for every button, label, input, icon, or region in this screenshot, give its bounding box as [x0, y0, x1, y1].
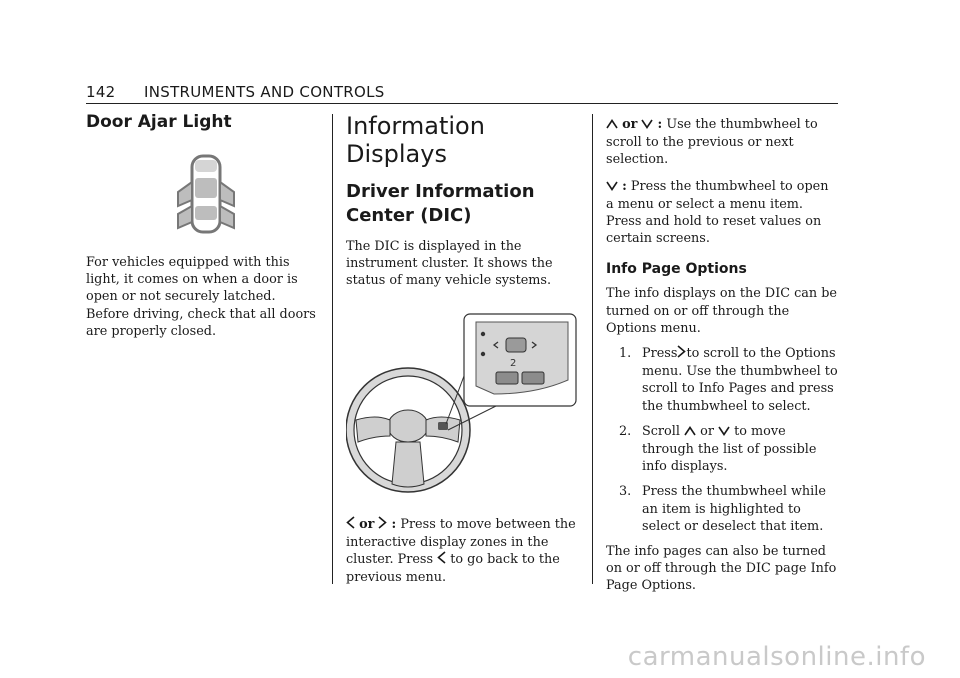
chevron-up-icon: [684, 424, 696, 441]
list-item: 2. Scroll or to move through the list of possible info displays.: [619, 423, 817, 475]
chevron-right-icon: [378, 516, 387, 534]
list-item: 3. Press the thumbwheel while an item is highlighted to select or deselect that item.: [619, 484, 826, 534]
page-header: [86, 83, 838, 105]
column-3: [606, 116, 840, 595]
column-2: [346, 112, 580, 586]
steering-wheel-controls-illustration: [346, 310, 580, 506]
section-heading: Information Displays: [346, 112, 485, 168]
info-pages-closing-paragraph: The info pages can also be turned on or off through the DIC page Info Page Options.: [606, 544, 837, 594]
page-number: 142: [86, 83, 116, 101]
column-divider: [592, 114, 593, 584]
up-down-controls-paragraph: or : Use the thumbwheel to scroll to the previous or next selection.: [606, 117, 818, 168]
info-page-options-paragraph: The info displays on the DIC can be turned on or off through the Options menu.: [606, 286, 837, 336]
svg-text:2: 2: [510, 357, 517, 369]
column-1: [86, 112, 320, 340]
subsection-heading: Driver Information Center (DIC): [346, 181, 535, 226]
header-rule: [86, 103, 838, 104]
checkmark-icon: [606, 179, 618, 196]
chevron-down-icon: [718, 424, 730, 441]
door-ajar-car-icon: [166, 150, 246, 238]
column-divider: [332, 114, 333, 584]
chevron-down-icon: [641, 117, 653, 134]
steps-list: [619, 345, 840, 535]
subsection-heading: Info Page Options: [606, 261, 747, 278]
list-item: 1. Press to scroll to the Options menu. Use the thumbwheel to scroll to Info Pages and press the thumbwheel to select.: [619, 346, 838, 414]
watermark: carmanualsonline.info: [627, 642, 926, 672]
left-right-controls-paragraph: or : Press to move between the interactive display zones in the cluster. Press to go back to the previous menu.: [346, 516, 576, 586]
chevron-up-icon: [606, 117, 618, 134]
chevron-left-icon: [437, 551, 446, 569]
section-heading: Door Ajar Light: [86, 112, 232, 132]
chevron-left-icon: [346, 516, 355, 534]
section-title: INSTRUMENTS AND CONTROLS: [144, 83, 385, 101]
dic-intro-paragraph: The DIC is displayed in the instrument cluster. It shows the status of many vehicle systems.: [346, 239, 553, 289]
select-control-paragraph: : Press the thumbwheel to open a menu or select a menu item. Press and hold to reset values on certain screens.: [606, 178, 829, 247]
door-ajar-paragraph: For vehicles equipped with this light, it comes on when a door is open or not securely latched. Before driving, check that all doors are properly closed.: [86, 255, 316, 339]
